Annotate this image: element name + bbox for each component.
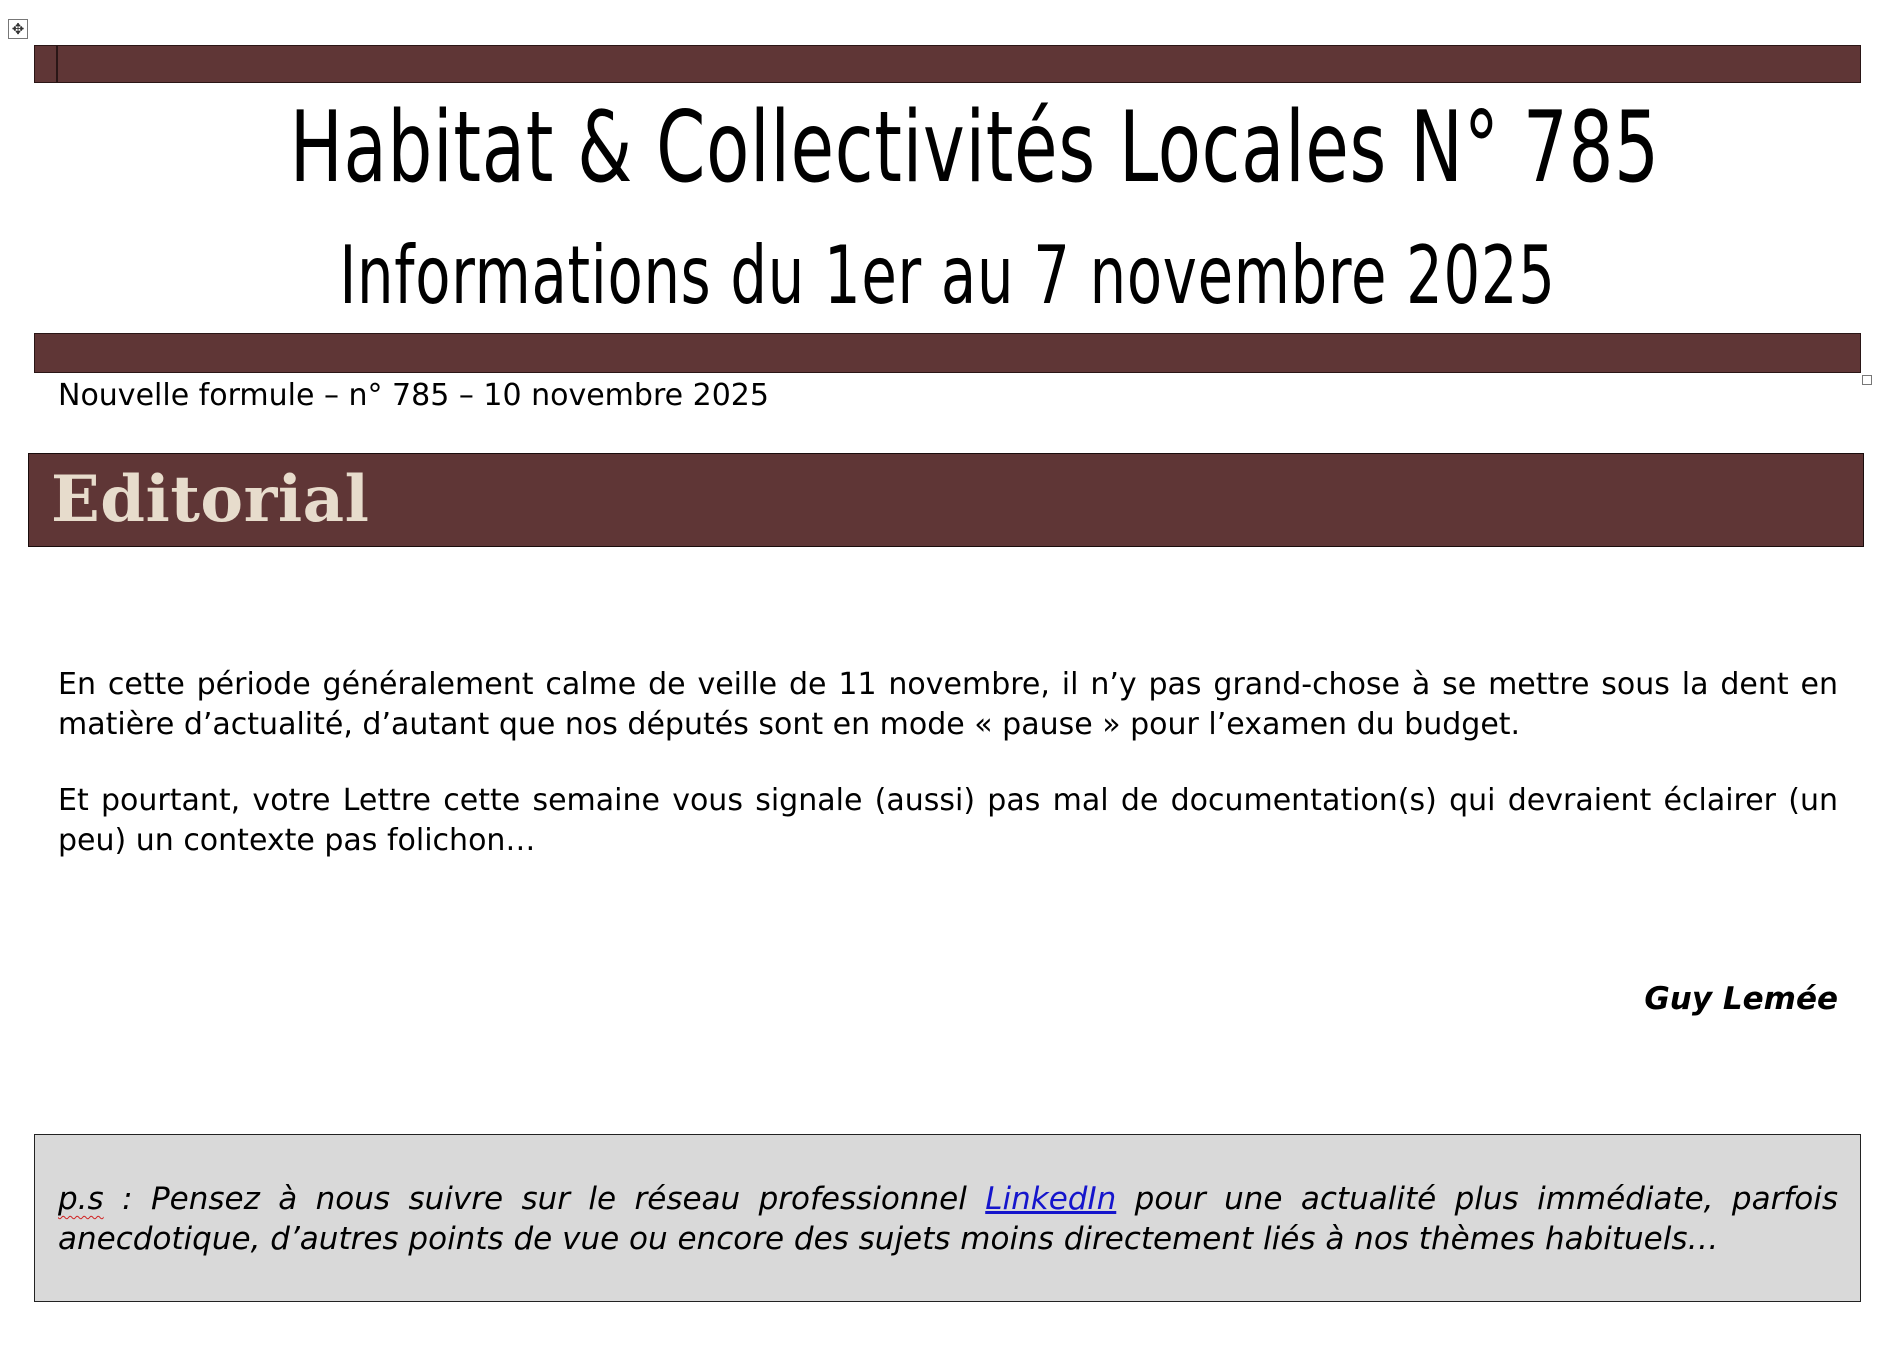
ps-text [58, 1179, 1838, 1259]
edition-line: Nouvelle formule – n° 785 – 10 novembre 2025 [58, 378, 769, 413]
ps-prefix: p.s [58, 1181, 104, 1217]
newsletter-title: Habitat & Collectivités Locales N° 785 [289, 91, 1660, 205]
band-divider [56, 46, 58, 82]
header-top-band [34, 45, 1861, 83]
table-move-handle-icon[interactable] [8, 19, 28, 39]
editorial-body [58, 665, 1838, 897]
editorial-paragraph: Et pourtant, votre Lettre cette semaine vous signale (aussi) pas mal de documentation(s) qui devraient éclairer (un peu) un contexte pas folichon… [58, 783, 1838, 858]
editorial-banner [28, 453, 1864, 547]
move-arrows-icon: ✥ [11, 19, 25, 38]
table-resize-handle-icon[interactable] [1862, 375, 1872, 385]
editorial-paragraph: En cette période généralement calme de veille de 11 novembre, il n’y pas grand-chose à se mettre sous la dent en matière d’actualité, d’autant que nos députés sont en mode « pause » pour l’examen du budget. [58, 667, 1838, 742]
ps-box [34, 1134, 1861, 1302]
linkedin-link[interactable]: LinkedIn [985, 1181, 1117, 1217]
header-bottom-band [34, 333, 1861, 373]
newsletter-subtitle: Informations du 1er au 7 novembre 2025 [339, 229, 1556, 322]
ps-tail: pour une actualité plus immédiate, parfois anecdotique, d’autres points de vue ou encore des sujets moins directement liés à nos thèmes habituels… [58, 1181, 1838, 1257]
editorial-heading: Editorial [51, 462, 370, 537]
author-signature: Guy Lemée [1644, 981, 1838, 1017]
ps-lead: : Pensez à nous suivre sur le réseau professionnel [103, 1181, 986, 1217]
